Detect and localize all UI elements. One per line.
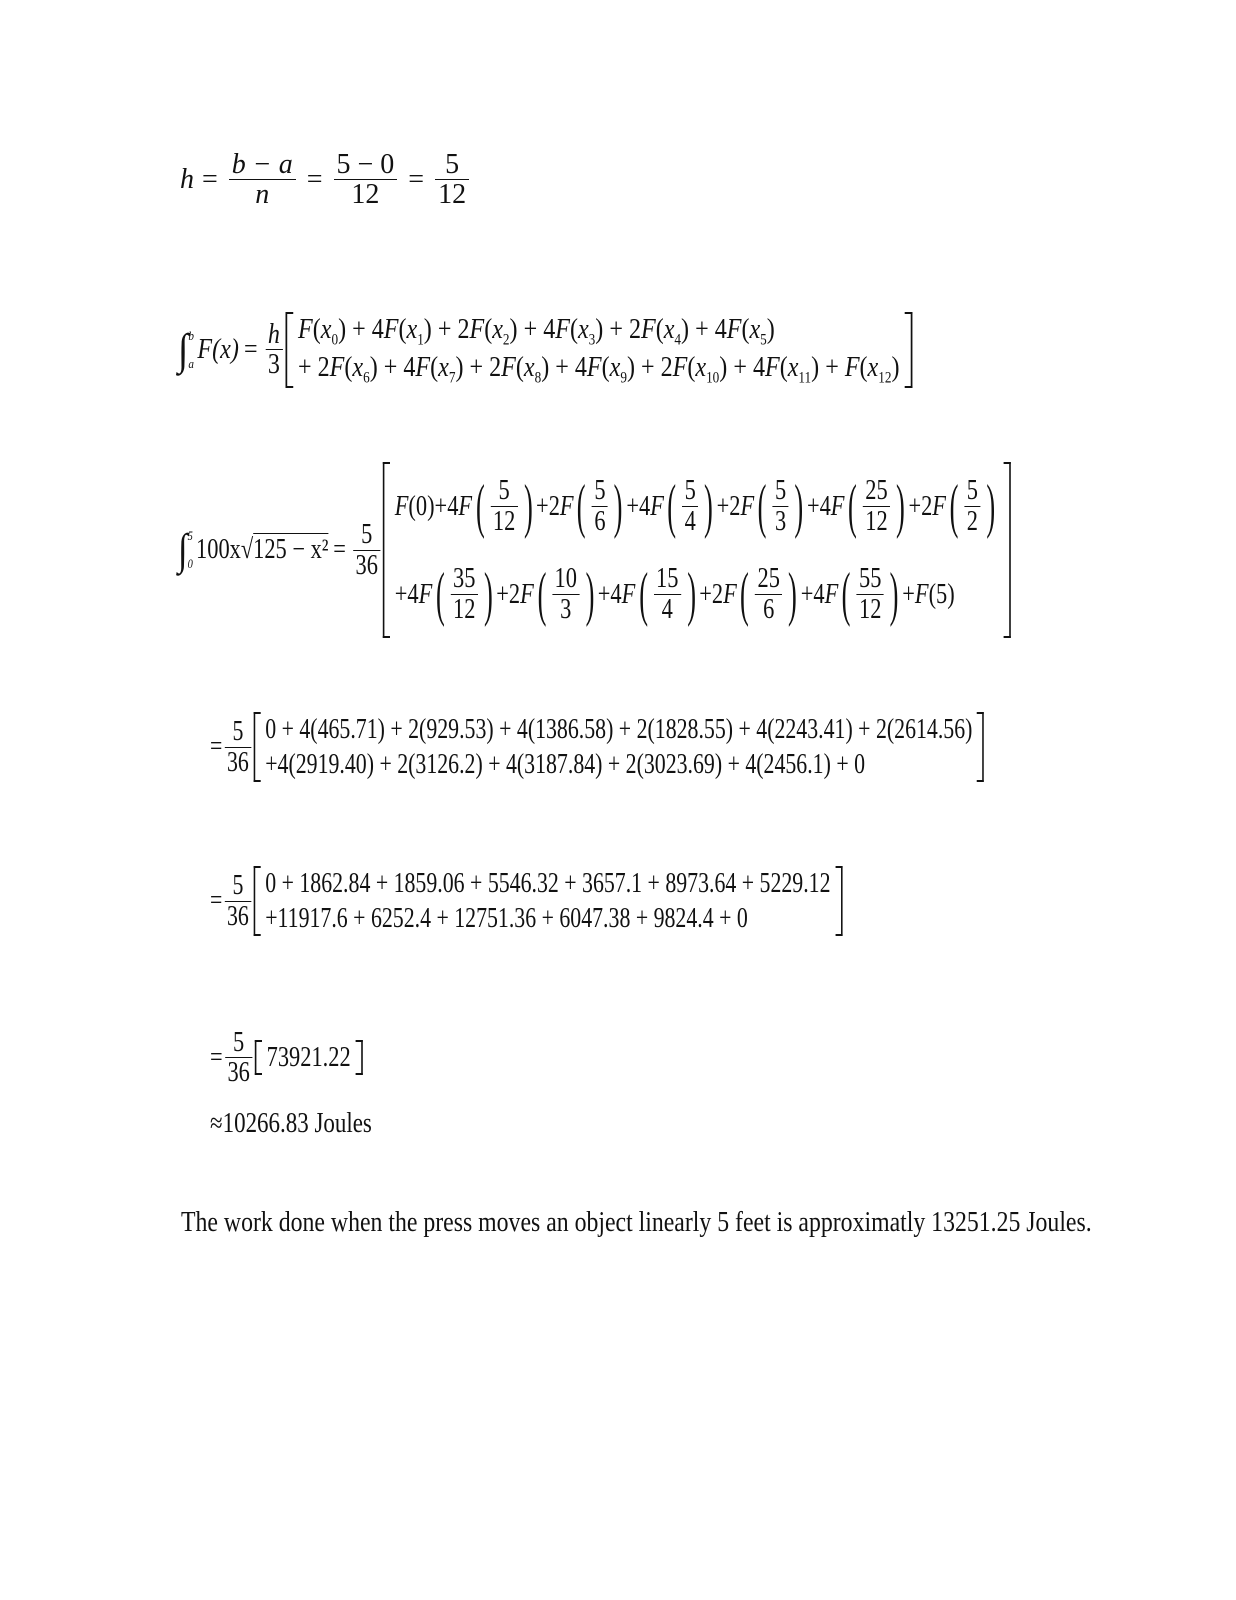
paren-open: ( — [667, 473, 677, 539]
term-coefficient: 2 — [457, 314, 470, 345]
plus-sign: + — [517, 314, 544, 345]
term-argument: (0) — [408, 490, 435, 522]
paren-close: ) — [891, 351, 900, 383]
general-bracket — [285, 312, 912, 388]
term-index: 12 — [878, 369, 892, 387]
term-coefficient: 2 — [711, 578, 724, 610]
argument-fraction — [857, 564, 884, 624]
fraction-b-minus-a-over-n: $\frac{b - a}{n}$ — [229, 150, 296, 210]
fraction-5-over-12: $\frac{5}{12}$ — [435, 150, 469, 210]
function-symbol: F — [520, 578, 534, 610]
paren-close: ) — [338, 314, 347, 345]
general-line-2 — [298, 350, 900, 388]
fraction-numerator: 15 — [654, 564, 681, 594]
variable-x: x — [406, 314, 418, 345]
plus-sign: + — [908, 490, 922, 522]
fraction-denominator: 3 — [560, 593, 572, 625]
paren-open: ( — [949, 473, 959, 539]
paren-close: ) — [626, 351, 635, 383]
function-symbol: F — [394, 490, 409, 522]
variable-x: x — [577, 314, 589, 345]
variable-x: x — [320, 314, 332, 345]
fraction-denominator: 2 — [966, 505, 978, 537]
plus-sign: + — [800, 578, 814, 610]
function-symbol: F — [740, 490, 755, 522]
argument-fraction — [863, 476, 890, 536]
simpson-term — [800, 561, 903, 627]
paren-close: ) — [523, 473, 533, 539]
paren-open: ( — [312, 314, 321, 345]
integrand: F(x) — [197, 333, 239, 365]
simpson-term — [463, 351, 550, 387]
function-symbol: F — [650, 490, 664, 522]
paren-open: ( — [430, 351, 439, 383]
simpson-term — [716, 473, 807, 539]
function-symbol: F — [824, 578, 839, 610]
function-symbol: F — [830, 490, 845, 522]
plus-sign: + — [902, 578, 915, 610]
fraction-numerator: 35 — [451, 564, 478, 594]
lower-limit: a — [188, 355, 194, 371]
paren-close: ) — [811, 351, 820, 383]
simpson-term — [298, 314, 347, 349]
coefficient-h-over-3: $\frac{h}{3}$ — [265, 320, 282, 380]
fraction-numerator: 55 — [857, 564, 884, 594]
simpson-term — [517, 314, 604, 349]
plus-sign: + — [434, 490, 448, 522]
term-index: 4 — [674, 331, 682, 349]
term-index: 3 — [588, 331, 596, 349]
function-symbol: F — [621, 578, 636, 610]
paren-open: ( — [757, 473, 767, 539]
argument-fraction — [654, 564, 681, 624]
function-symbol: F — [559, 490, 574, 522]
simpson-term — [603, 314, 690, 349]
fraction-numerator: 5 — [682, 476, 698, 506]
summed-value: 73921.22 — [266, 1042, 351, 1074]
term-coefficient: 4 — [407, 578, 419, 610]
multiplied-bracket — [254, 866, 843, 936]
coefficient-5-over-36: $\frac{5}{36}$ — [225, 871, 252, 931]
paren-close: ) — [686, 561, 696, 627]
simpson-term — [819, 351, 900, 387]
simpson-term — [377, 351, 464, 387]
function-symbol: F — [914, 578, 929, 610]
simpson-term — [806, 473, 909, 539]
term-coefficient: 2 — [628, 314, 641, 345]
fraction-numerator: 5 — [490, 476, 517, 506]
evaluated-bracket — [254, 712, 985, 782]
simpson-term — [395, 489, 435, 524]
variable-x: x — [352, 351, 364, 383]
paren-open: ( — [515, 351, 524, 383]
simpson-term — [908, 473, 998, 539]
upper-limit: 5 — [187, 528, 193, 543]
simpson-term — [394, 561, 497, 627]
fraction-denominator: 4 — [661, 593, 673, 625]
general-line-1 — [298, 312, 900, 350]
simpson-general-formula: ∫ b a F(x) = $\frac{h}{3}$ $F(x_0) + 4F(x_1) + 2F(x_2) + 4F(x_3) + 2F(x_4) + 4F(x_5)$ + $2F(x_6) + 4F(x_7) + 2F(x_8) + 4F(x_9) + 2F(x_{10}) + 4F(x_{11}) + F(x_{12})$ — [178, 312, 912, 388]
summed-expression: = $\frac{5}{36}$ 73921.22 — [210, 1028, 363, 1088]
function-symbol: F — [764, 351, 780, 383]
fraction-denominator: 12 — [453, 593, 476, 625]
paren-close: ) — [896, 473, 905, 539]
simpson-term — [536, 473, 626, 539]
simpson-term — [597, 561, 699, 627]
paren-close: ) — [986, 473, 996, 539]
plus-sign: + — [699, 578, 712, 610]
summed-bracket — [255, 1040, 363, 1075]
plus-sign: + — [496, 578, 509, 610]
plus-sign: + — [536, 490, 549, 522]
function-symbol: F — [415, 351, 431, 383]
fraction-numerator: 10 — [552, 564, 579, 594]
term-coefficient: 4 — [574, 351, 587, 383]
plus-sign: + — [597, 578, 611, 610]
paren-close: ) — [794, 473, 804, 539]
term-coefficient: 4 — [610, 578, 622, 610]
paren-open: ( — [687, 351, 696, 383]
plus-sign: + — [377, 351, 404, 383]
paren-close: ) — [889, 561, 899, 627]
plus-sign: + — [716, 490, 730, 522]
function-symbol: F — [844, 351, 860, 383]
simpson-term — [496, 561, 598, 627]
simpson-term — [549, 351, 635, 387]
term-coefficient: 4 — [638, 490, 651, 522]
term-coefficient: 2 — [489, 351, 502, 383]
integrand: 100x√125 − x² — [196, 534, 329, 565]
simpson-term — [431, 314, 518, 349]
paren-open: ( — [537, 561, 547, 627]
function-symbol: F — [329, 351, 345, 383]
paren-close: ) — [541, 351, 550, 383]
evaluated-line-2: +4(2919.40) + 2(3126.2) + 4(3187.84) + 2(3023.69) + 4(2456.1) + 0 — [265, 749, 866, 780]
variable-x: x — [787, 351, 799, 383]
variable-x: x — [438, 351, 449, 383]
conclusion-text: The work done when the press moves an object linearly 5 feet is approximatly 13251.25 Joules. — [181, 1206, 1092, 1238]
simpson-term — [689, 314, 775, 349]
variable-x: x — [867, 351, 879, 383]
fraction-denominator: 12 — [865, 505, 888, 537]
paren-open: ( — [859, 351, 868, 383]
function-symbol: F — [469, 314, 485, 345]
paren-open: ( — [475, 473, 485, 539]
multiplied-line-2: +11917.6 + 6252.4 + 12751.36 + 6047.38 + 9824.4 + 0 — [265, 903, 748, 934]
term-coefficient: 4 — [371, 314, 384, 345]
simpson-term — [298, 351, 378, 387]
term-index: 7 — [448, 369, 456, 387]
simpson-term — [902, 577, 954, 612]
term-index: 5 — [760, 331, 767, 349]
coefficient-5-over-36: $\frac{5}{36}$ — [225, 1028, 252, 1088]
term-index: 2 — [502, 331, 510, 349]
plus-sign: + — [634, 351, 661, 383]
evaluated-expression: = $\frac{5}{36}$ 0 + 4(465.71) + 2(929.53) + 4(1386.58) + 2(1828.55) + 4(2243.41) + 2(2614.56) +4(2919.40) + 2(3126.2) + 4(3187.84) + 2(3023.69) + 4(2456.1) + 0 — [210, 712, 984, 782]
paren-open: ( — [577, 473, 586, 539]
argument-fraction — [964, 476, 980, 536]
step-size-equation: h = $\frac{b - a}{n}$ = $\frac{5 - 0}{12}$ = $\frac{5}{12}$ — [180, 150, 472, 210]
paren-close: ) — [704, 473, 714, 539]
simpson-term — [434, 473, 537, 539]
paren-open: ( — [841, 561, 851, 627]
term-index: 0 — [331, 331, 339, 349]
paren-open: ( — [848, 473, 857, 539]
fraction-numerator: 5 — [592, 476, 608, 506]
paren-close: ) — [681, 314, 690, 345]
term-coefficient: 2 — [921, 490, 933, 522]
term-coefficient: 2 — [660, 351, 673, 383]
variable-x: x — [663, 314, 675, 345]
paren-close: ) — [455, 351, 464, 383]
plus-sign: + — [603, 314, 629, 345]
argument-fraction — [592, 476, 608, 536]
fraction-numerator: 25 — [863, 476, 890, 506]
paren-close: ) — [369, 351, 378, 383]
paren-open: ( — [740, 561, 750, 627]
term-coefficient: 2 — [508, 578, 521, 610]
plus-sign: + — [549, 351, 575, 383]
term-index: 11 — [798, 369, 812, 387]
paren-open: ( — [779, 351, 788, 383]
term-argument: (5) — [928, 578, 955, 610]
multiplied-line-1: 0 + 1862.84 + 1859.06 + 5546.32 + 3657.1 + 8973.64 + 5229.12 — [265, 868, 831, 899]
argument-fraction — [755, 564, 782, 624]
simpson-term — [346, 314, 432, 349]
term-index: 9 — [620, 369, 627, 387]
simpson-term — [727, 351, 820, 387]
plus-sign: + — [298, 351, 318, 383]
function-symbol: F — [932, 490, 946, 522]
multiplied-expression: = $\frac{5}{36}$ 0 + 1862.84 + 1859.06 + 5546.32 + 3657.1 + 8973.64 + 5229.12 +11917.6 + 6252.4 + 12751.36 + 6047.38 + 9824.4 + 0 — [210, 866, 842, 936]
variable-x: x — [609, 351, 621, 383]
function-symbol: F — [672, 351, 688, 383]
argument-fraction — [682, 476, 698, 536]
specific-line-2 — [395, 550, 999, 638]
term-coefficient: 4 — [543, 314, 556, 345]
specific-bracket — [383, 462, 1011, 638]
function-symbol: F — [418, 578, 433, 610]
argument-fraction — [552, 564, 579, 624]
term-coefficient: 4 — [819, 490, 831, 522]
paren-open: ( — [484, 314, 493, 345]
plus-sign: + — [689, 314, 715, 345]
plus-sign: + — [819, 351, 845, 383]
fraction-numerator: 5 — [773, 476, 789, 506]
variable-x: x — [749, 314, 761, 345]
paren-close: ) — [766, 314, 775, 345]
paren-open: ( — [601, 351, 610, 383]
paren-open: ( — [741, 314, 750, 345]
fraction-denominator: 6 — [594, 505, 606, 537]
term-index: 8 — [534, 369, 542, 387]
paren-close: ) — [788, 561, 798, 627]
term-index: 1 — [417, 331, 424, 349]
integral-limits — [188, 528, 193, 572]
fraction-denominator: 6 — [763, 593, 775, 625]
function-symbol: F — [458, 490, 473, 522]
paren-close: ) — [595, 314, 604, 345]
paren-close: ) — [613, 473, 623, 539]
paren-open: ( — [638, 561, 648, 627]
evaluated-line-1: 0 + 4(465.71) + 2(929.53) + 4(1386.58) + 2(1828.55) + 4(2243.41) + 2(2614.56) — [265, 714, 973, 745]
simpson-term — [626, 473, 716, 539]
coefficient-5-over-36: $\frac{5}{36}$ — [353, 520, 380, 580]
paren-open: ( — [569, 314, 578, 345]
function-symbol: F — [501, 351, 516, 383]
term-coefficient: 4 — [714, 314, 727, 345]
specific-line-1 — [395, 462, 999, 550]
term-coefficient: 2 — [317, 351, 330, 383]
paren-open: ( — [435, 561, 445, 627]
plus-sign: + — [806, 490, 820, 522]
h-symbol: h — [180, 163, 194, 195]
term-index: 6 — [363, 369, 370, 387]
argument-fraction — [773, 476, 789, 536]
variable-x: x — [523, 351, 535, 383]
paren-open: ( — [655, 314, 664, 345]
argument-fraction — [451, 564, 478, 624]
fraction-numerator: 25 — [755, 564, 782, 594]
plus-sign: + — [431, 314, 458, 345]
variable-x: x — [492, 314, 503, 345]
paren-close: ) — [585, 561, 595, 627]
function-symbol: F — [555, 314, 570, 345]
fraction-numerator: 5 — [964, 476, 980, 506]
term-coefficient: 2 — [729, 490, 741, 522]
approx-value: 10266.83 Joules — [222, 1108, 372, 1139]
term-coefficient: 4 — [813, 578, 825, 610]
fraction-denominator: 12 — [492, 505, 516, 537]
lower-limit: 0 — [187, 556, 193, 571]
integral-limits — [188, 328, 194, 372]
simpson-term — [699, 561, 801, 627]
fraction-denominator: 4 — [684, 505, 696, 537]
approx-symbol: ≈ — [210, 1108, 223, 1139]
term-coefficient: 4 — [752, 351, 765, 383]
plus-sign: + — [346, 314, 372, 345]
paren-open: ( — [398, 314, 407, 345]
paren-close: ) — [509, 314, 518, 345]
simpson-term — [634, 351, 728, 387]
radicand: 125 − x² — [253, 534, 329, 565]
plus-sign: + — [394, 578, 408, 610]
plus-sign: + — [626, 490, 639, 522]
function-symbol: F — [640, 314, 656, 345]
argument-fraction — [490, 476, 517, 536]
term-index: 10 — [706, 369, 720, 387]
function-symbol: F — [383, 314, 399, 345]
function-symbol: F — [298, 314, 313, 345]
upper-limit: b — [188, 327, 194, 343]
paren-close: ) — [483, 561, 493, 627]
function-symbol: F — [726, 314, 742, 345]
paren-open: ( — [344, 351, 353, 383]
function-symbol: F — [723, 578, 737, 610]
function-symbol: F — [586, 351, 602, 383]
plus-sign: + — [727, 351, 753, 383]
term-coefficient: 2 — [548, 490, 560, 522]
fraction-5-minus-0-over-12: $\frac{5 - 0}{12}$ — [334, 150, 398, 210]
paren-close: ) — [423, 314, 432, 345]
term-coefficient: 4 — [403, 351, 416, 383]
fraction-denominator: 3 — [774, 505, 787, 537]
integral-sign: ∫ — [178, 324, 189, 374]
variable-x: x — [695, 351, 707, 383]
paren-close: ) — [719, 351, 728, 383]
fraction-denominator: 12 — [859, 593, 882, 625]
approximate-result — [210, 1108, 372, 1140]
coefficient-5-over-36: $\frac{5}{36}$ — [225, 717, 252, 777]
plus-sign: + — [463, 351, 490, 383]
integral-sign: ∫ — [178, 525, 188, 574]
term-coefficient: 4 — [447, 490, 459, 522]
simpson-specific-formula: ∫ 5 0 100x√125 − x² = $\frac{5}{36}$ F (0) + 4 F ( $\frac{5}{12}$ ) + 2 F ( $\frac{5}{6}$ ) + 4 F ( $\frac{5}{4}$ ) + 2 F ( $\frac{5}{3}$ ) + 4 F ( $\frac{25}{12}$ ) + 2 F ( $\frac{5}{2}$ ) + 4 F ( $\frac{35}{12}$ ) + 2 F ( $\frac{10}{3}$ ) + 4 F ( $\frac{15}{4}$ ) + 2 F ( $\frac{25}{6}$ ) + 4 F ( $\frac{55}{12}$ ) + F (5) — [178, 462, 1011, 638]
